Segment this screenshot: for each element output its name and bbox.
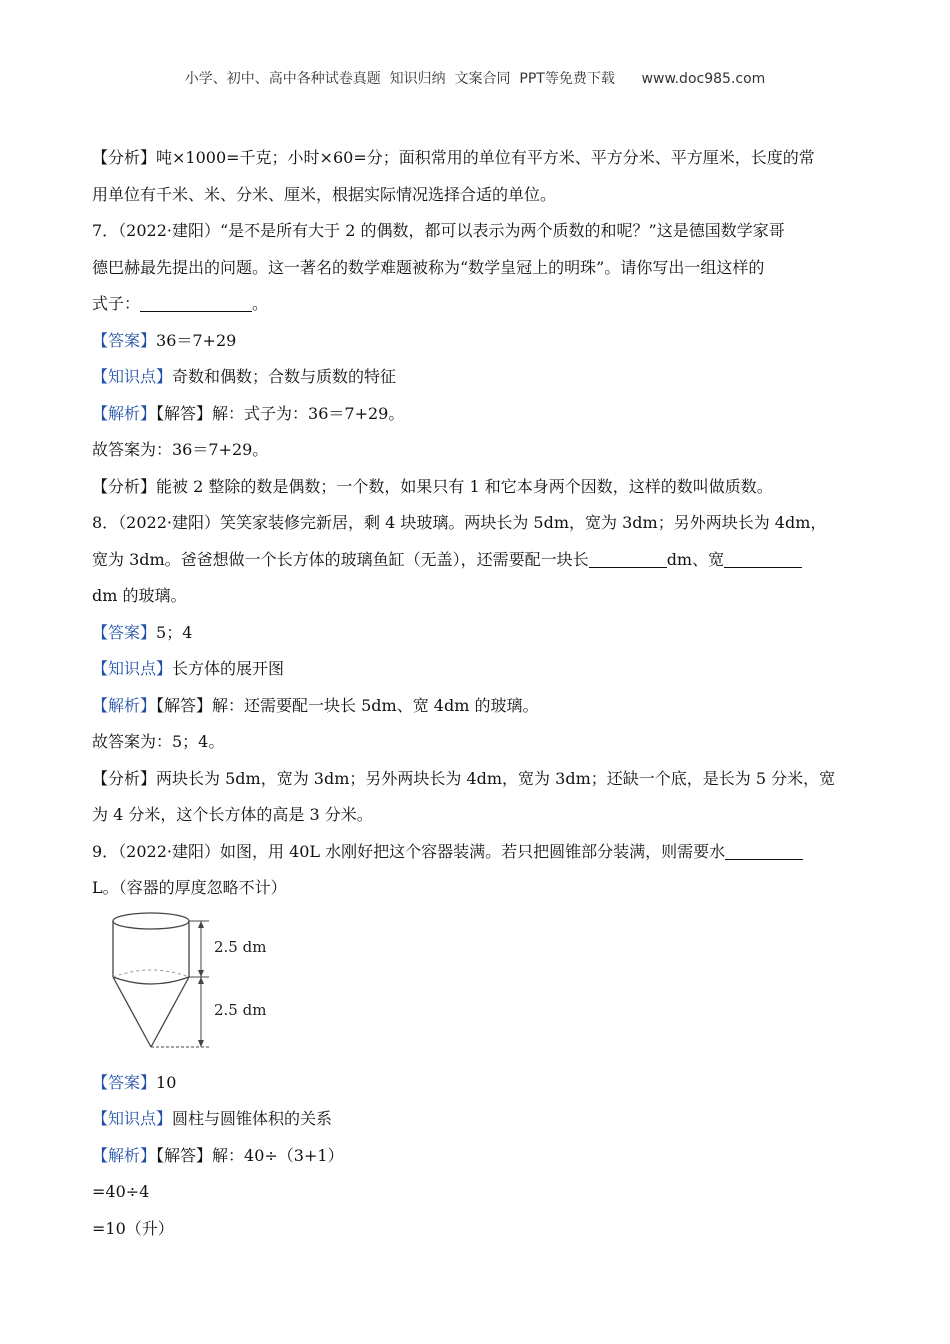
analysis-label: 【分析】 [92, 476, 157, 496]
knowledge-label: 【知识点】 [92, 659, 173, 678]
page-header: 小学、初中、高中各种试卷真题 知识归纳 文案合同 PPT等免费下载 www.doc985.com [184, 71, 766, 87]
q8-analysis-1: 两块长为 5dm，宽为 3dm；另外两块长为 4dm，宽为 3dm；还缺一个底，是长为 5 分米，宽 [156, 768, 836, 788]
explanation-label: 【解析】 [92, 695, 157, 715]
solution-label: 【解答】 [156, 1145, 213, 1165]
q8-stem-prefix: 宽为 3dm。爸爸想做一个长方体的玻璃鱼缸（无盖），还需要配一块长 [92, 549, 589, 569]
cylinder-bottom-front [113, 977, 189, 984]
q8-stem-line-2 [92, 542, 862, 579]
intro-analysis-line-2: 用单位有千米、米、分米、厘米，根据实际情况选择合适的单位。 [92, 184, 557, 204]
q9-stem-line-2: L。（容器的厚度忽略不计） [92, 878, 287, 897]
cone-left-side [113, 977, 151, 1047]
q8-width-blank [724, 549, 802, 568]
q9-solution: 解：40÷（3+1） [212, 1145, 344, 1165]
q7-explanation-line [92, 396, 862, 433]
cone-right-side [151, 977, 189, 1047]
q9-answer: 10 [156, 1072, 177, 1092]
q8-knowledge: 长方体的展开图 [172, 659, 285, 678]
arrow-middle-down [198, 977, 204, 984]
q8-solution: 解：还需要配一块长 5dm、宽 4dm 的玻璃。 [212, 695, 539, 715]
cylinder-cone-diagram [106, 911, 276, 1059]
q8-stem-line-1: 8．（2022·建阳）笑笑家装修完新居，剩 4 块玻璃。两块长为 5dm，宽为 3dm；另外两块长为 4dm， [92, 513, 827, 532]
answer-label: 【答案】 [92, 330, 157, 350]
explanation-label: 【解析】 [92, 403, 157, 423]
container-figure [106, 911, 276, 1059]
q7-answer-blank [140, 293, 252, 312]
answer-label: 【答案】 [92, 1072, 157, 1092]
answer-label: 【答案】 [92, 622, 157, 642]
arrow-middle-up [198, 970, 204, 977]
q8-stem-mid: dm、宽 [666, 549, 725, 569]
analysis-text: 吨×1000=千克；小时×60=分；面积常用的单位有平方米、平方分米、平方厘米，长度的常 [156, 148, 815, 167]
document-body [92, 140, 862, 1247]
q8-answer: 5；4 [156, 622, 193, 642]
q8-analysis-line-2: 为 4 分米，这个长方体的高是 3 分米。 [92, 805, 373, 824]
q8-knowledge-line [92, 651, 862, 688]
explanation-label: 【解析】 [92, 1145, 157, 1165]
cylinder-bottom-back [113, 970, 189, 977]
q9-answer-line [92, 1065, 862, 1102]
q8-length-blank [589, 549, 667, 568]
q9-explanation-line [92, 1138, 862, 1175]
q8-final-line: 故答案为：5；4。 [92, 732, 225, 751]
cone-height-label: 2.5 dm [214, 1000, 267, 1019]
q7-knowledge-line [92, 359, 862, 396]
q7-knowledge: 奇数和偶数；合数与质数的特征 [172, 367, 397, 386]
q7-stem-line-3 [92, 286, 862, 323]
q9-stem-line-1 [92, 834, 862, 871]
knowledge-label: 【知识点】 [92, 1109, 173, 1128]
q7-solution: 解：式子为：36＝7+29。 [212, 403, 405, 423]
arrow-bottom [198, 1040, 204, 1047]
q7-stem-prefix: 式子： [92, 294, 141, 313]
q8-explanation-line [92, 688, 862, 725]
q8-analysis-line-1 [92, 761, 862, 798]
q9-knowledge: 圆柱与圆锥体积的关系 [172, 1109, 333, 1128]
arrow-top [198, 921, 204, 928]
q7-answer-line [92, 323, 862, 360]
q7-stem-suffix: 。 [252, 294, 269, 313]
q9-step-3: =10（升） [92, 1218, 174, 1238]
q7-final-line: 故答案为：36＝7+29。 [92, 440, 269, 459]
knowledge-label: 【知识点】 [92, 367, 173, 386]
cylinder-top [113, 913, 189, 929]
solution-label: 【解答】 [156, 695, 213, 715]
q9-stem-prefix: 9．（2022·建阳）如图，用 40L 水刚好把这个容器装满。若只把圆锥部分装满，则需要水 [92, 841, 726, 861]
analysis-label: 【分析】 [92, 768, 157, 788]
intro-analysis-line-1 [92, 140, 862, 177]
cylinder-height-label: 2.5 dm [214, 937, 267, 956]
q9-step-2: =40÷4 [92, 1182, 150, 1201]
q8-answer-line [92, 615, 862, 652]
q7-answer: 36＝7+29 [156, 330, 237, 350]
q7-stem-line-2: 德巴赫最先提出的问题。这一著名的数学难题被称为“数学皇冠上的明珠”。请你写出一组这样的 [92, 257, 765, 277]
q9-answer-blank [725, 841, 803, 860]
q9-knowledge-line [92, 1101, 862, 1138]
q7-analysis-line [92, 469, 862, 506]
solution-label: 【解答】 [156, 403, 213, 423]
q7-analysis: 能被 2 整除的数是偶数；一个数，如果只有 1 和它本身两个因数，这样的数叫做质数。 [156, 476, 773, 496]
q8-stem-line-3: dm 的玻璃。 [92, 586, 187, 605]
analysis-label: 【分析】 [92, 148, 157, 167]
q7-stem-line-1: 7．（2022·建阳）“是不是所有大于 2 的偶数，都可以表示为两个质数的和呢？”这是德国数学家哥 [92, 221, 785, 240]
